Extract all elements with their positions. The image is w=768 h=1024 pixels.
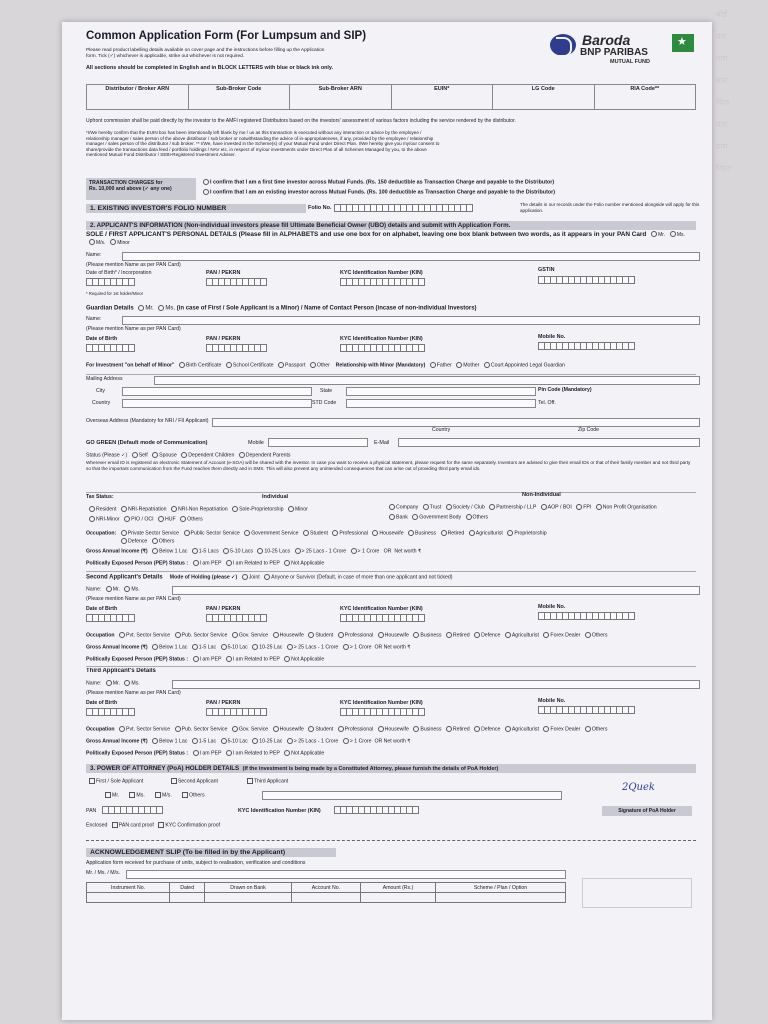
- occ3-pub-radio[interactable]: [175, 726, 181, 732]
- star-flag-icon: [672, 34, 694, 52]
- inc2-below1-radio[interactable]: [152, 644, 158, 650]
- inc3-5-10-radio[interactable]: [221, 738, 227, 744]
- pep2-related-radio[interactable]: [226, 656, 232, 662]
- tax-company-radio[interactable]: [389, 504, 395, 510]
- poa-kyc-boxes[interactable]: [334, 806, 418, 814]
- tax-huf-radio[interactable]: [158, 516, 164, 522]
- tax-trust-radio[interactable]: [423, 504, 429, 510]
- poa-signature-area[interactable]: 2Quek Signature of PoA Holder: [602, 780, 692, 816]
- ack-table: [86, 882, 566, 903]
- occ3-professional-radio[interactable]: [338, 726, 344, 732]
- guardian-mr-radio[interactable]: [138, 305, 144, 311]
- occ3-forex-radio[interactable]: [543, 726, 549, 732]
- second-dob-boxes[interactable]: [86, 614, 134, 622]
- logo-mark-icon: [550, 34, 576, 56]
- inc3-below1-radio[interactable]: [152, 738, 158, 744]
- status-spouse-radio[interactable]: [152, 452, 158, 458]
- occ3-housewife-radio[interactable]: [273, 726, 279, 732]
- inc-25-1cr-radio[interactable]: [295, 548, 301, 554]
- applicant-dob-boxes[interactable]: [86, 278, 134, 286]
- poa-ms-checkbox[interactable]: [129, 792, 135, 798]
- ack-cell[interactable]: [361, 893, 436, 903]
- poa-pan-boxes[interactable]: [102, 806, 162, 814]
- occ-housewife-radio[interactable]: [372, 530, 378, 536]
- upfront-commission-note: Upfront commission shall be paid directly by the investor to the AMFI registered Distributors based on the investors' assessment of various factors including the service rendered by the distributor.: [86, 118, 516, 124]
- ack-cell[interactable]: [205, 893, 291, 903]
- inc3-10-25-radio[interactable]: [252, 738, 258, 744]
- green-email-field[interactable]: [398, 438, 700, 447]
- tax-bank-radio[interactable]: [389, 514, 395, 520]
- col-sub-broker-code[interactable]: Sub-Broker Code: [189, 85, 291, 109]
- occ-retired-radio[interactable]: [441, 530, 447, 536]
- status-parents-radio[interactable]: [239, 452, 245, 458]
- minor-docs-row: For Investment "on behalf of Minor" Birth Certificate School Certificate Passport Other Relationship with Minor (Mandatory) Father Mother Court Appointed Legal Guardian: [86, 362, 565, 369]
- occ-prop-radio[interactable]: [507, 530, 513, 536]
- second-pan-boxes[interactable]: [206, 614, 266, 622]
- tax-llp-radio[interactable]: [489, 504, 495, 510]
- tax-nri-rep-radio[interactable]: [121, 506, 127, 512]
- income-row: Gross Annual Income (₹) Below 1 Lac 1-5 Lacs 5-10 Lacs 10-25 Lacs > 25 Lacs - 1 Crore > 1 Crore OR Net worth ₹: [86, 548, 422, 555]
- occ3-others-radio[interactable]: [585, 726, 591, 732]
- ack-col-bank: Drawn on Bank: [205, 883, 291, 893]
- second-ms-radio[interactable]: [124, 586, 130, 592]
- occ3-pvt-radio[interactable]: [119, 726, 125, 732]
- pep-row: Politically Exposed Person (PEP) Status : I am PEP I am Related to PEP Not Applicable: [86, 560, 325, 567]
- poa-signature: 2Quek: [622, 782, 655, 793]
- ack-cell[interactable]: [87, 893, 170, 903]
- col-euin[interactable]: EUIN*: [392, 85, 494, 109]
- status-row: Status (Please ✓) Self Spouse Dependent Children Dependent Parents: [86, 452, 291, 459]
- overseas-address-field[interactable]: [212, 418, 700, 427]
- form-intro: Please read product labelling details available on cover page and the instructions before filling up the Application form. Tick (✓) whichever is applicable, strike out whichever is not required. All sections should be completed in English and in BLOCK LETTERS with blue or black ink only.: [86, 48, 333, 71]
- tax-nri-minor-radio[interactable]: [89, 516, 95, 522]
- poa-others-checkbox[interactable]: [182, 792, 188, 798]
- pep3-yes-radio[interactable]: [193, 750, 199, 756]
- guardian-name-field[interactable]: [122, 316, 700, 325]
- poa-name-field[interactable]: [262, 791, 562, 800]
- applicant-name-field[interactable]: [122, 252, 700, 261]
- mode-joint-radio[interactable]: [242, 574, 248, 580]
- status-children-radio[interactable]: [181, 452, 187, 458]
- second-applicant-heading: Second Applicant's Details Mode of Holding (please ✓) Joint Anyone or Survivor (Default, in case of more than one applicant and not ticked): [86, 574, 453, 581]
- inc-10-25-radio[interactable]: [257, 548, 263, 554]
- first-time-investor-radio[interactable]: [203, 179, 209, 185]
- tax-sole-prop-radio[interactable]: [232, 506, 238, 512]
- col-ria-code[interactable]: RIA Code**: [630, 86, 660, 92]
- second-mr-radio[interactable]: [106, 586, 112, 592]
- guardian-kyc-boxes[interactable]: [340, 344, 424, 352]
- tax-resident-radio[interactable]: [89, 506, 95, 512]
- col-lg-code[interactable]: LG Code: [493, 85, 595, 109]
- inc-below1-radio[interactable]: [152, 548, 158, 554]
- poa-second-checkbox[interactable]: [171, 778, 177, 784]
- occ2-retired-radio[interactable]: [446, 632, 452, 638]
- pep2-na-radio[interactable]: [284, 656, 290, 662]
- doc-other-radio[interactable]: [310, 362, 316, 368]
- second-mobile-boxes[interactable]: [538, 612, 634, 620]
- doc-school-radio[interactable]: [226, 362, 232, 368]
- section-1-header: 1. EXISTING INVESTOR'S FOLIO NUMBER: [86, 204, 306, 213]
- inc3-25-1cr-radio[interactable]: [287, 738, 293, 744]
- ack-cell[interactable]: [436, 893, 566, 903]
- ack-col-amount: Amount (Rs.): [361, 883, 436, 893]
- occ2-student-radio[interactable]: [308, 632, 314, 638]
- ack-col-dated: Dated: [170, 883, 205, 893]
- isc-stamp-box: [582, 878, 692, 908]
- poa-mr-checkbox[interactable]: [105, 792, 111, 798]
- third-pan-boxes[interactable]: [206, 708, 266, 716]
- occ2-professional-radio[interactable]: [338, 632, 344, 638]
- section-2-header: 2. APPLICANT'S INFORMATION (Non-individual investors please fill Ultimate Beneficial Owner (UBO) details and submit with Application Form.: [86, 221, 696, 230]
- guardian-ms-radio[interactable]: [158, 305, 164, 311]
- encl-pan-checkbox[interactable]: [112, 822, 118, 828]
- occ-others-radio[interactable]: [152, 538, 158, 544]
- occ-public-radio[interactable]: [184, 530, 190, 536]
- third-name-field[interactable]: [172, 680, 700, 689]
- tax-pio-radio[interactable]: [124, 516, 130, 522]
- inc3-1-5-radio[interactable]: [192, 738, 198, 744]
- occ-business-radio[interactable]: [408, 530, 414, 536]
- inc2-1cr-radio[interactable]: [343, 644, 349, 650]
- guardian-mobile-boxes[interactable]: [538, 342, 634, 350]
- ack-cell[interactable]: [291, 893, 360, 903]
- occ-professional-radio[interactable]: [332, 530, 338, 536]
- third-kyc-boxes[interactable]: [340, 708, 424, 716]
- third-mobile-boxes[interactable]: [538, 706, 634, 714]
- applicant-kyc-boxes[interactable]: [340, 278, 424, 286]
- pep3-na-radio[interactable]: [284, 750, 290, 756]
- pep2-yes-radio[interactable]: [193, 656, 199, 662]
- ack-col-account: Account No.: [291, 883, 360, 893]
- occ-private-radio[interactable]: [121, 530, 127, 536]
- tax-aop-radio[interactable]: [541, 504, 547, 510]
- tax-nri-nonrep-radio[interactable]: [171, 506, 177, 512]
- poa-third-checkbox[interactable]: [247, 778, 253, 784]
- pep-na-radio[interactable]: [284, 560, 290, 566]
- folio-number-boxes[interactable]: [334, 204, 472, 212]
- occ3-student-radio[interactable]: [308, 726, 314, 732]
- pep-yes-radio[interactable]: [193, 560, 199, 566]
- occ2-defence-radio[interactable]: [474, 632, 480, 638]
- occ2-agri-radio[interactable]: [505, 632, 511, 638]
- mailing-address-field[interactable]: [154, 376, 700, 385]
- occ2-housewife-radio[interactable]: [273, 632, 279, 638]
- occ2-gov-radio[interactable]: [232, 632, 238, 638]
- rel-court-radio[interactable]: [484, 362, 490, 368]
- rel-father-radio[interactable]: [430, 362, 436, 368]
- state-field[interactable]: [346, 387, 536, 396]
- occ3-business-radio[interactable]: [413, 726, 419, 732]
- occ2-pvt-radio[interactable]: [119, 632, 125, 638]
- transaction-charges: TRANSACTION CHARGES for Rs. 10,000 and above (✓ any one) I confirm that I am a first time investor across Mutual Funds. (Rs. 150 deductible as Transaction Charge and payable to the Distributor) I confirm that I am an existing investor across Mutual Funds. (Rs. 100 deductible as Transaction Charge and payable to the Distributor): [86, 178, 696, 200]
- third-mr-radio[interactable]: [106, 680, 112, 686]
- ack-col-instrument: Instrument No.: [87, 883, 170, 893]
- second-occupation-row: Occupation Pvt. Sector Service Pub. Sector Service Gov. Service Housewife Student Professional Housewife Business Retired Defence Agriculturist Forex Dealer Others: [86, 632, 608, 639]
- rel-mother-radio[interactable]: [456, 362, 462, 368]
- salut-mrs-radio[interactable]: [89, 239, 95, 245]
- form-title: Common Application Form (For Lumpsum and SIP): [86, 30, 367, 42]
- guardian-dob-boxes[interactable]: [86, 344, 134, 352]
- tax-others-radio[interactable]: [180, 516, 186, 522]
- ack-name-field[interactable]: [126, 870, 566, 879]
- occ3-retired-radio[interactable]: [446, 726, 452, 732]
- tax-nonind-others-radio[interactable]: [466, 514, 472, 520]
- folio-note: The details in our records under the Folio number mentioned alongside will apply for this application.: [520, 202, 700, 213]
- second-kyc-boxes[interactable]: [340, 614, 424, 622]
- doc-passport-radio[interactable]: [278, 362, 284, 368]
- occ2-housewife2-radio[interactable]: [378, 632, 384, 638]
- inc2-25-1cr-radio[interactable]: [287, 644, 293, 650]
- occ2-business-radio[interactable]: [413, 632, 419, 638]
- occ3-defence-radio[interactable]: [474, 726, 480, 732]
- ack-col-scheme: Scheme / Plan / Option: [436, 883, 566, 893]
- occ-govt-radio[interactable]: [244, 530, 250, 536]
- sole-applicant-heading: SOLE / FIRST APPLICANT'S PERSONAL DETAILS (Please fill in ALPHABETS and use one box for on alphabet, leaving one box blank between two words, as it appears in your PAN Card Mr. Ms. M/s. Minor: [86, 231, 685, 246]
- second-name-field[interactable]: [172, 586, 700, 595]
- occ3-agri-radio[interactable]: [505, 726, 511, 732]
- encl-kyc-checkbox[interactable]: [158, 822, 164, 828]
- broker-code-table: [86, 84, 696, 110]
- euin-declaration: *I/We hereby confirm that the EUIN box has been intentionally left blank by me / us as this transaction is executed without any interaction or advice by the employee / relationship manager / sales person of the above distributor / sub broker or notwithstanding the advice of in-appropriateness, if any, provided by the employee / relationship manager / sales person of the distributor / sub broker. ** I/We, have invested in the Scheme(s) of your Mutual Fund under Direct Plan. I/We hereby give you my/our consent to share/provide the transactions data feed / portfolio holdings / NAV etc. in respect of my/our investments under Direct Plan of all Schemes Managed by you, to the above mentioned Mutual Fund Distributor / SEBI-Registered Investment Adviser.: [86, 130, 440, 158]
- guardian-heading: Guardian Details Mr. Ms. (in case of First / Sole Applicant is a Minor) / Name of Contact Person (incase of non-individual Investors): [86, 305, 477, 312]
- inc2-5-10-radio[interactable]: [221, 644, 227, 650]
- occ-defence-radio[interactable]: [121, 538, 127, 544]
- tax-minor-radio[interactable]: [288, 506, 294, 512]
- green-mobile-field[interactable]: [268, 438, 368, 447]
- col-distributor-arn[interactable]: Distributor / Broker ARN: [87, 85, 189, 109]
- tax-govt-radio[interactable]: [412, 514, 418, 520]
- inc2-10-25-radio[interactable]: [252, 644, 258, 650]
- tax-npo-radio[interactable]: [596, 504, 602, 510]
- salut-ms-radio[interactable]: [670, 231, 676, 237]
- baroda-bnp-logo: Baroda BNP PARIBAS MUTUAL FUND ★: [548, 30, 698, 70]
- inc-1-5-radio[interactable]: [192, 548, 198, 554]
- third-ms-radio[interactable]: [124, 680, 130, 686]
- std-code-field[interactable]: [346, 399, 536, 408]
- occ-student-radio[interactable]: [303, 530, 309, 536]
- margin-scribbles: बोर्ड पार नाम ग्राम पिता पता ग्राम जिला: [716, 10, 732, 173]
- inc2-1-5-radio[interactable]: [192, 644, 198, 650]
- pep-related-radio[interactable]: [226, 560, 232, 566]
- tax-society-radio[interactable]: [446, 504, 452, 510]
- ack-cell[interactable]: [170, 893, 205, 903]
- doc-birth-radio[interactable]: [179, 362, 185, 368]
- inc3-1cr-radio[interactable]: [343, 738, 349, 744]
- application-form-page: Common Application Form (For Lumpsum and SIP) Please read product labelling details available on cover page and the instructions before filling up the Application form. Tick (✓) whichever is applicable, strike out whichever is not required. All sections should be completed in English and in BLOCK LETTERS with blue or black ink only. Baroda BNP PARIBAS MUTUAL FUND ★ Distributor / Broker ARN Sub-Broker Code Sub-Broker ARN EUIN* LG Code RIA Code** Upfront commission shall be paid directly by the investor to the AMFI registered Distributors based on the investors' assessment of various factors including the service rendered by the distributor. *I/We hereby confirm that the EUIN box has been intentionally left blank by me / us as this transaction is executed without any interaction or advice by the employee / relationship manager / sales person of the above distributor / sub broker or notwithstanding the advice of in-appropriateness, if any, provided by the employee / relationship manager / sales person of the distributor / sub broker. ** I/We, have invested in the Scheme(s) of your Mutual Fund under Direct Plan. I/We hereby give you my/our consent to share/provide the transactions data feed / portfolio holdings / NAV etc. in respect of my/our investments under Direct Plan of all Schemes Managed by you, to the above mentioned Mutual Fund Distributor / SEBI-Registered Investment Adviser. TRANSACTION CHARGES for Rs. 10,000 and above (✓ any one) I confirm that I am a first time investor across Mutual Funds. (Rs. 150 deductible as Transaction Charge and payable to the Distributor) I confirm that I am an existing investor across Mutual Funds. (Rs. 100 deductible as Transaction Charge and payable to the Distributor) 1. EXISTING INVESTOR'S FOLIO NUMBER Folio No. The details in our records under the Folio number mentioned alongside will apply for this application. 2. APPLICANT'S INFORMATION (Non-individual investors please fill Ultimate Beneficial Owner (UBO) details and submit with Application Form. SOLE / FIRST APPLICANT'S PERSONAL DETAILS (Please fill in ALPHABETS and use one box for on alphabet, leaving one box blank between two words, as it appears in your PAN Card Mr. Ms. M/s. Minor Name: (Please mention Name as per PAN Card) Date of Birth* / Incorporation PAN / PEKRN KYC Identification Number (KIN) GSTIN * Required for 1st holder/Minor Guardian Details Mr. Ms. (in case of First / Sole Applicant is a Minor) / Name of Contact Person (incase of non-individual Investors) Name: (Please mention Name as per PAN Card) Date of Birth PAN / PEKRN KYC Identification Number (KIN) Mobile No. For Investment "on behalf of Minor" Birth Certificate School Certificate Passport Other Relationship with Minor (Mandatory) Father Mother Court Appointed Legal Guardian Mailing Address City State Pin Code (Mandatory) Country STD Code Tel. Off. Overseas Address (Mandatory for NRI / FII Applicant) Country Zip Code GO GREEN (Default mode of Communication) Mobile E-Mail Status (Please ✓) Self Spouse Dependent Children Dependent Parents Wherever email ID is registered an electronic Statement of Account (e-SOA) will be shared with the investor. In case you want to receive a physical statement, please request for the same separately. Investors are advised to give their email IDs or that of their family member and not third party so that the important communication from the Fund reaches them directly and in SMS. This will also prevent any unintended consequences that can arise out of providing third party email ids. Tax Status: Individual Non-Individual Resident NRI-Repatriation NRI-Non Repatriation Sole-Proprietorship Minor NRI-Minor PIO / OCI HUF Others Company Trust Society / Club Partnership / LLP AOP / BOI FPI Non Profit Organisation Bank Government Body Others Occupation: Private Sector Service Public Sector Service Government Service Student Professional Housewife Business Retired Agriculturist Proprietorship Defence Others Gross Annual Income (₹) Below 1 Lac 1-5 Lacs 5-10 Lacs 10-25 Lacs > 25 Lacs - 1 Crore > 1 Crore OR Net worth ₹ Politically Exposed Person (PEP) Status : I am PEP I am Related to PEP Not Applicable Second Applicant's Details Mode of Holding (please ✓) Joint Anyone or Survivor (Default, in case of more than one applicant and not ticked) Name: Mr. Ms. (Please mention Name as per PAN Card) Date of Birth PAN / PEKRN KYC Identification Number (KIN) Mobile No. Occupation Pvt. Sector Service Pub. Sector Service Gov. Service Housewife Student Professional Housewife Business Retired Defence Agriculturist Forex Dealer Others Gross Annual Income (₹) Below 1 Lac 1-5 Lac 5-10 Lac 10-25 Lac > 25 Lacs - 1 Crore > 1 Crore OR Net worth ₹ Politically Exposed Person (PEP) Status : I am PEP I am Related to PEP Not Applicable Third Applicant's Details Name: Mr. Ms. (Please mention Name as per PAN Card) Date of Birth PAN / PEKRN KYC Identification Number (KIN) Mobile No. Occupation Pvt. Sector Service Pub. Sector Service Gov. Service Housewife Student Professional Housewife Business Retired Defence Agriculturist Forex Dealer Others Gross Annual Income (₹) Below 1 Lac 1-5 Lac 5-10 Lac 10-25 Lac > 25 Lacs - 1 Crore > 1 Crore OR Net worth ₹ Politically Exposed Person (PEP) Status : I am PEP I am Related to PEP Not Applicable 3. POWER OF ATTORNEY (PoA) HOLDER DETAILS (If the investment is being made by a Constituted Attorney, please furnish the details of PoA Holder) First / Sole Applicant Second Applicant Third Applicant Mr. Ms. M/s. Others PAN KYC Identification Number (KIN) Enclosed PAN card proof KYC Confirmation proof 2Quek Signature of PoA Holder ACKNOWLEDGEMENT SLIP (To be filled in by the Applicant) Application form received for purchase of units, subject to realisation, verification and conditions Mr. / Ms. / M/s. Instrument No. Dated Drawn on Bank Account No. Amount (Rs.) Scheme / Plan / Option: [62, 22, 712, 1020]
- poa-first-checkbox[interactable]: [89, 778, 95, 784]
- ack-slip-header: ACKNOWLEDGEMENT SLIP (To be filled in by the Applicant): [86, 848, 336, 857]
- third-dob-boxes[interactable]: [86, 708, 134, 716]
- inc-1cr-radio[interactable]: [351, 548, 357, 554]
- pep3-related-radio[interactable]: [226, 750, 232, 756]
- occ-agri-radio[interactable]: [469, 530, 475, 536]
- city-field[interactable]: [122, 387, 312, 396]
- poa-mrs-checkbox[interactable]: [155, 792, 161, 798]
- section-3-header: 3. POWER OF ATTORNEY (PoA) HOLDER DETAILS (If the investment is being made by a Constituted Attorney, please furnish the details of PoA Holder): [86, 764, 696, 773]
- inc-5-10-radio[interactable]: [223, 548, 229, 554]
- occ2-others-radio[interactable]: [585, 632, 591, 638]
- occ2-pub-radio[interactable]: [175, 632, 181, 638]
- occ3-gov-radio[interactable]: [232, 726, 238, 732]
- applicant-gstin-boxes[interactable]: [538, 276, 634, 284]
- applicant-pan-boxes[interactable]: [206, 278, 266, 286]
- col-sub-broker-arn[interactable]: Sub-Broker ARN: [290, 85, 392, 109]
- occ3-housewife2-radio[interactable]: [378, 726, 384, 732]
- salut-minor-radio[interactable]: [110, 239, 116, 245]
- mode-survivor-radio[interactable]: [264, 574, 270, 580]
- country-field[interactable]: [122, 399, 312, 408]
- guardian-pan-boxes[interactable]: [206, 344, 266, 352]
- tax-fpi-radio[interactable]: [576, 504, 582, 510]
- occupation-row: Occupation: Private Sector Service Public Sector Service Government Service Student Professional Housewife Business Retired Agriculturist Proprietorship: [86, 530, 547, 537]
- existing-investor-radio[interactable]: [203, 189, 209, 195]
- email-note: Wherever email ID is registered an electronic Statement of Account (e-SOA) will be shared with the investor. In case you want to receive a physical statement, please request for the same separately. Investors are advised to give their email IDs or that of their family member and not third party so that the important communication from the Fund reaches them directly and in SMS. This will also prevent any unintended consequences that can arise out of providing third party email ids.: [86, 460, 691, 471]
- occ2-forex-radio[interactable]: [543, 632, 549, 638]
- status-self-radio[interactable]: [132, 452, 138, 458]
- salut-mr-radio[interactable]: [651, 231, 657, 237]
